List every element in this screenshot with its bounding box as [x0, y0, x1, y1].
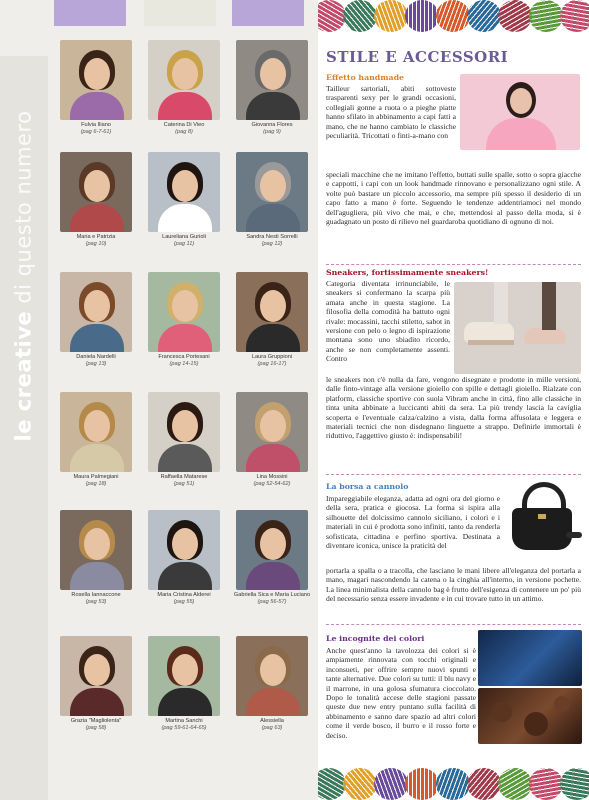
- creative-name: Fulvia Iliano: [81, 122, 111, 128]
- article-title-sneakers: Sneakers, fortissimamente sneakers!: [326, 268, 489, 277]
- creative-name: Laura Gruppioni: [251, 354, 293, 360]
- creative-photo: [236, 392, 308, 472]
- creative-photo: [236, 510, 308, 590]
- article-body-bag: Impareggiabile eleganza, adatta ad ogni ora del giorno e della sera, pratica e giocosa. La forma si ispira alla silhouette del dolcissimo cannolo siciliano, i colori e i materiali in cui è prodotta sono infiniti, tanto da renderla sofisticata, cittadina e perfino sportiva. Destinata a diventare iconica, unisce la praticità del: [326, 494, 500, 551]
- cream-tab: [144, 0, 216, 26]
- creative-photo: [236, 152, 308, 232]
- creative-name: Maria e Patrizia: [76, 234, 116, 240]
- creative-card: [52, 636, 140, 732]
- creative-photo: [60, 392, 132, 472]
- creative-photo: [236, 40, 308, 120]
- creative-card: [228, 40, 316, 136]
- yarn-ball: [436, 0, 470, 32]
- article-body-sneakers: Categoria diventata irrinunciabile, le sneakers si confermano la scarpa più amata anche in questa stagione. La filosofia della comodità ha battuto ogni rivale: mocassini, tacchi stiletto, sabot in versione con pelo o legno di ispirazione montana sono uno sbiadito ricordo, anche se non completamente assenti. Contro: [326, 279, 450, 364]
- creative-card: [140, 392, 228, 488]
- section-title: STILE E ACCESSORI: [326, 48, 509, 66]
- article-title-colors: Le incognite dei colori: [326, 634, 425, 643]
- creative-name: Caterina Di Vieo: [163, 122, 205, 128]
- article-body-handmade-cont: speciali macchine che ne imitano l'effetto, buttati sulle spalle, sotto o sopra giacche e cappotti, i capi con un look handmade rinnovano e personalizzano ogni stile. A volte può bastare un piccolo accessorio, ma sempre più spesso il desiderio di un capo fatto a mano è forte. Seguendo le tendenze addentriamoci nel mondo dell'agugliera, più vivo che mai, e che, mettendosi al passo della moda, si è guadagnato un posto di rilievo nel guardaroba quotidiano di ognuno di noi.: [326, 170, 581, 227]
- creative-name: Sandra Nesti Sorrelli: [246, 234, 298, 240]
- creative-pages: (pag 8): [175, 129, 193, 135]
- creative-photo: [148, 152, 220, 232]
- creative-name: Maura Palmegiani: [73, 474, 119, 480]
- vertical-title-light: di questo numero: [11, 110, 36, 311]
- creative-card: [140, 272, 228, 368]
- creative-card: [140, 40, 228, 136]
- sneakers-photo: [454, 282, 581, 374]
- creative-pages: (pag 6-7-61): [80, 129, 112, 135]
- creative-name: Alessiella: [260, 718, 284, 724]
- creative-photo: [60, 40, 132, 120]
- yarn-ball: [560, 768, 589, 800]
- vertical-title-bold: le creative: [11, 310, 36, 442]
- creative-name: Giovanna Flores: [251, 122, 293, 128]
- yarn-balls-banner: [318, 0, 589, 32]
- style-accessories-column: [318, 0, 589, 800]
- creative-name: Grazia "Magliolenta": [70, 718, 122, 724]
- creative-pages: (pag 18): [85, 481, 107, 487]
- creative-card: [228, 392, 316, 488]
- creative-pages: (pag 63): [261, 725, 283, 731]
- creatives-grid: [50, 40, 316, 800]
- creative-photo: [148, 40, 220, 120]
- creative-pages: (pag 9): [263, 129, 281, 135]
- article-body-sneakers-cont: le sneakers non c'è nulla da fare, vengono disegnate e prodotte in mille versioni, dalle finto-vintage alla versione gioiello con spille e dettagli gioiello. Rialzate con platform, classiche sportive con suola Vibram anche in città, fino alle classiche in tinta unita abbinate a luccicanti abiti da sera. La più trendy lascia la caviglia scoperta e l'eventuale calza/calzino a vista, dalla forma affusolata e leggera e materiali tecnici che non disdegnano linguette a strappo. Definirle immortali è riduttivo, l'aggettivo giusto è: indispensabili!: [326, 375, 581, 441]
- creative-name: Maria Cristina Alderei: [157, 592, 211, 598]
- creative-pages: (pag 59-61-64-65): [161, 725, 207, 731]
- creative-card: [52, 392, 140, 488]
- creative-card: [52, 152, 140, 248]
- creative-photo: [148, 510, 220, 590]
- yarn-ball: [529, 0, 563, 32]
- creative-name: Daniela Nardelli: [76, 354, 116, 360]
- creative-card: [228, 510, 316, 606]
- creative-photo: [60, 272, 132, 352]
- yarn-ball: [467, 0, 501, 32]
- creative-photo: [148, 636, 220, 716]
- creative-card: [228, 272, 316, 368]
- creative-photo: [60, 510, 132, 590]
- yarn-ball: [436, 768, 470, 800]
- creative-card: [52, 510, 140, 606]
- article-divider: [326, 624, 581, 625]
- yarn-ball: [343, 0, 377, 32]
- article-title-handmade: Effetto handmade: [326, 73, 404, 82]
- yarn-ball: [318, 0, 346, 32]
- article-body-colors: Anche quest'anno la tavolozza dei colori si è ampiamente rinnovata con tocchi originali e inconsueti, per offrire sempre nuovi spunti e tante alternative. Due colori su tutti: il blu navy e il marrone, in una golosa sfumatura cioccolato. Dopo le tonalità accese delle stagioni passate queste due new entry puntano sulla facilità di abbinamento e sanno dare spazio ad altri colori come il verde bosco, il burro e il rosso forte e deciso.: [326, 646, 476, 740]
- vertical-title-strip: [0, 56, 48, 800]
- creative-photo: [60, 152, 132, 232]
- yarn-ball: [529, 768, 563, 800]
- creative-pages: (pag 56-57): [257, 599, 287, 605]
- article-title-bag: La borsa a cannolo: [326, 482, 409, 491]
- creative-pages: (pag 10): [85, 241, 107, 247]
- yarn-ball: [467, 768, 501, 800]
- creative-card: [52, 40, 140, 136]
- yarn-ball: [374, 0, 408, 32]
- creative-pages: (pag 52-54-62): [253, 481, 291, 487]
- creative-pages: (pag 12): [261, 241, 283, 247]
- creative-card: [140, 636, 228, 732]
- creative-pages: (pag 53): [85, 599, 107, 605]
- article-body-handmade: Tailleur sartoriali, abiti sottoveste trasparenti sexy per le grandi occasioni, collegiali gonne a ruota o a pieghe piatte hanno sfilato in abbinamento a capi fatti a mano, che ne hanno cambiato le classiche peculiarità. Tricottati o finti-a-mano con: [326, 84, 456, 141]
- yarn-ball: [405, 0, 439, 32]
- chocolate-brown-photo: [478, 688, 582, 744]
- creative-name: Lina Mossini: [256, 474, 288, 480]
- handmade-sweater-photo: [460, 74, 580, 150]
- creative-pages: (pag 14-15): [169, 361, 199, 367]
- creative-name: Rosella Iannaccone: [71, 592, 121, 598]
- creative-card: [52, 272, 140, 368]
- yarn-balls-banner: [318, 768, 589, 800]
- creative-pages: (pag 51): [173, 481, 195, 487]
- creative-name: Martina Sanchi: [165, 718, 203, 724]
- creative-name: Gabriella Sica e Maria Luciano: [233, 592, 311, 598]
- creative-pages: (pag 16-17): [257, 361, 287, 367]
- creative-photo: [148, 392, 220, 472]
- navy-blue-swatch-photo: [478, 630, 582, 686]
- creative-pages: (pag 55): [173, 599, 195, 605]
- creative-photo: [236, 636, 308, 716]
- article-divider: [326, 264, 581, 265]
- yarn-ball: [498, 0, 532, 32]
- creative-name: Laureliana Gurioli: [162, 234, 206, 240]
- creative-pages: (pag 11): [173, 241, 195, 247]
- creative-name: Raffaella Matarese: [160, 474, 208, 480]
- yarn-ball: [405, 768, 439, 800]
- article-body-bag-cont: portarla a spalla o a tracolla, che lasciano le mani libere all'eleganza del portarla a mano, magari nascondendo la catena o la cinghia all'interno, in versione pochette. La linea minimalista della cannolo bag è frutto dell'esigenza di contenere un po' più del necessario senza essere invadente e in cui trovare tutto in un attimo.: [326, 566, 581, 604]
- yarn-ball: [560, 0, 589, 32]
- creative-photo: [236, 272, 308, 352]
- creative-photo: [148, 272, 220, 352]
- lilac-tab: [54, 0, 126, 26]
- yarn-ball: [374, 768, 408, 800]
- creative-card: [140, 510, 228, 606]
- vertical-title: [11, 110, 36, 442]
- yarn-ball: [498, 768, 532, 800]
- creative-name: Francesca Portesani: [158, 354, 210, 360]
- creative-photo: [60, 636, 132, 716]
- cannolo-bag-photo: [504, 478, 584, 558]
- lilac-tab: [232, 0, 304, 26]
- creative-card: [228, 636, 316, 732]
- yarn-ball: [318, 768, 346, 800]
- article-divider: [326, 474, 581, 475]
- creative-pages: (pag 58): [85, 725, 107, 731]
- creative-card: [140, 152, 228, 248]
- creative-pages: (pag 13): [85, 361, 107, 367]
- yarn-ball: [343, 768, 377, 800]
- creative-card: [228, 152, 316, 248]
